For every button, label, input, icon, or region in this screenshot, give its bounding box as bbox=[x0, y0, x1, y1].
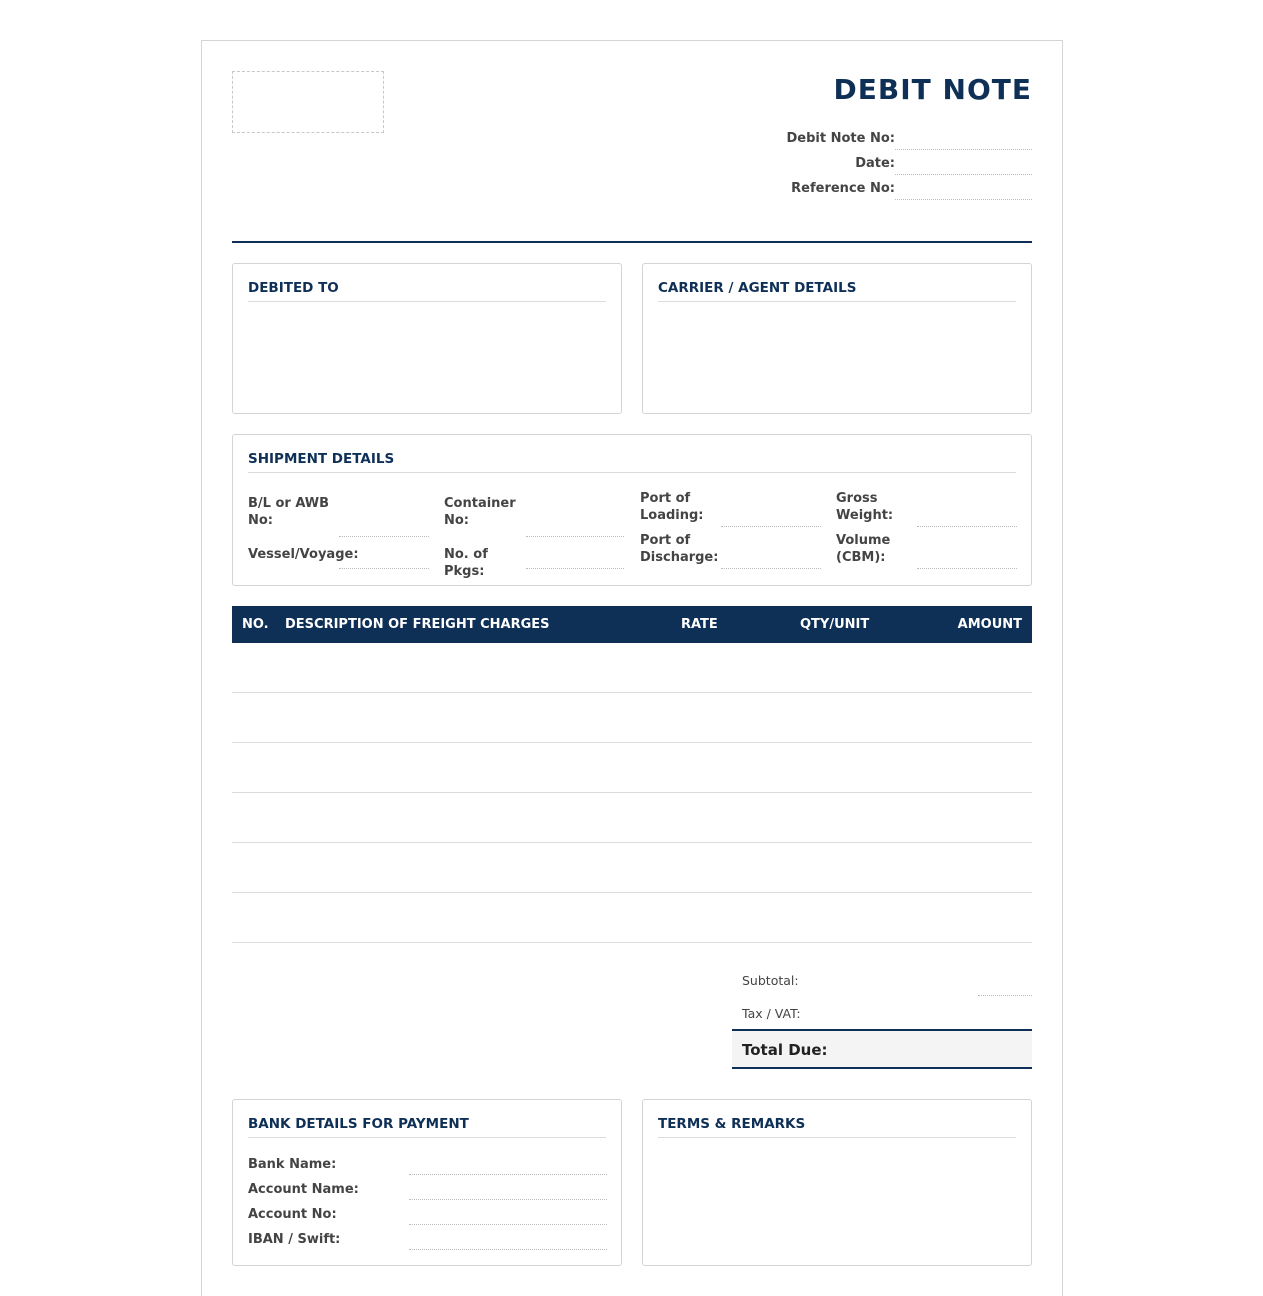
document-meta bbox=[772, 125, 1032, 200]
vessel-voyage-label: Vessel/Voyage: bbox=[248, 547, 359, 562]
terms-remarks-heading: TERMS & REMARKS bbox=[658, 1116, 1016, 1138]
col-qty-header: QTY/UNIT bbox=[800, 617, 870, 632]
shipment-fields bbox=[248, 491, 1018, 579]
volume-cbm-label: Volume (CBM): bbox=[836, 533, 891, 565]
account-name-field[interactable] bbox=[409, 1176, 607, 1200]
logo-placeholder[interactable] bbox=[232, 71, 384, 133]
bank-row bbox=[248, 1225, 607, 1250]
volume-cbm-field[interactable] bbox=[917, 545, 1017, 569]
account-name-label: Account Name: bbox=[248, 1182, 359, 1197]
subtotal-field[interactable] bbox=[978, 971, 1032, 996]
debited-to-box[interactable] bbox=[232, 263, 622, 414]
port-of-discharge-field[interactable] bbox=[721, 545, 821, 569]
meta-row-debit-note-no bbox=[772, 125, 1032, 150]
terms-remarks-box[interactable] bbox=[642, 1099, 1032, 1266]
container-no-field[interactable] bbox=[526, 513, 624, 537]
bl-awb-field[interactable] bbox=[339, 513, 429, 537]
bank-fields bbox=[248, 1150, 607, 1250]
meta-label: Reference No: bbox=[791, 181, 895, 196]
reference-no-field[interactable] bbox=[895, 176, 1032, 200]
table-row[interactable] bbox=[232, 893, 1032, 943]
bank-details-heading: BANK DETAILS FOR PAYMENT bbox=[248, 1116, 606, 1138]
subtotal-label: Subtotal: bbox=[742, 973, 799, 988]
carrier-agent-heading: CARRIER / AGENT DETAILS bbox=[658, 280, 1016, 302]
col-amount-header: AMOUNT bbox=[957, 617, 1022, 632]
meta-row-date bbox=[772, 150, 1032, 175]
meta-label: Date: bbox=[855, 156, 895, 171]
tax-vat-label: Tax / VAT: bbox=[742, 1006, 801, 1021]
iban-swift-field[interactable] bbox=[409, 1226, 607, 1250]
bank-details-box bbox=[232, 1099, 622, 1266]
table-row[interactable] bbox=[232, 793, 1032, 843]
carrier-agent-box[interactable] bbox=[642, 263, 1032, 414]
no-of-pkgs-field[interactable] bbox=[526, 545, 624, 569]
col-no-header: NO. bbox=[242, 617, 269, 632]
table-row[interactable] bbox=[232, 843, 1032, 893]
account-no-label: Account No: bbox=[248, 1207, 337, 1222]
bl-awb-label: B/L or AWB No: bbox=[248, 496, 330, 528]
meta-row-reference-no bbox=[772, 175, 1032, 200]
debit-note-no-field[interactable] bbox=[895, 126, 1032, 150]
table-row[interactable] bbox=[232, 693, 1032, 743]
port-of-loading-label: Port of Loading: bbox=[640, 491, 704, 523]
debited-to-heading: DEBITED TO bbox=[248, 280, 606, 302]
port-of-loading-field[interactable] bbox=[721, 503, 821, 527]
iban-swift-label: IBAN / Swift: bbox=[248, 1232, 341, 1247]
total-due-label: Total Due: bbox=[742, 1041, 828, 1059]
port-of-discharge-label: Port of Discharge: bbox=[640, 533, 719, 565]
table-row[interactable] bbox=[232, 643, 1032, 693]
meta-label: Debit Note No: bbox=[786, 131, 895, 146]
bank-row bbox=[248, 1200, 607, 1225]
document-title: DEBIT NOTE bbox=[833, 73, 1032, 106]
shipment-details-box bbox=[232, 434, 1032, 586]
table-row[interactable] bbox=[232, 743, 1032, 793]
gross-weight-label: Gross Weight: bbox=[836, 491, 894, 523]
col-description-header: DESCRIPTION OF FREIGHT CHARGES bbox=[285, 617, 550, 632]
bank-row bbox=[248, 1150, 607, 1175]
account-no-field[interactable] bbox=[409, 1201, 607, 1225]
bank-name-field[interactable] bbox=[409, 1151, 607, 1175]
container-no-label: Container No: bbox=[444, 496, 516, 528]
gross-weight-field[interactable] bbox=[917, 503, 1017, 527]
header-divider bbox=[232, 241, 1032, 243]
date-field[interactable] bbox=[895, 151, 1032, 175]
no-of-pkgs-label: No. of Pkgs: bbox=[444, 547, 488, 579]
debit-note-page bbox=[201, 40, 1063, 1296]
col-rate-header: RATE bbox=[681, 617, 718, 632]
shipment-details-heading: SHIPMENT DETAILS bbox=[248, 451, 1016, 473]
bank-name-label: Bank Name: bbox=[248, 1157, 337, 1172]
total-due-row bbox=[732, 1029, 1032, 1069]
bank-row bbox=[248, 1175, 607, 1200]
vessel-voyage-field[interactable] bbox=[339, 545, 429, 569]
charges-table-header bbox=[232, 606, 1032, 643]
